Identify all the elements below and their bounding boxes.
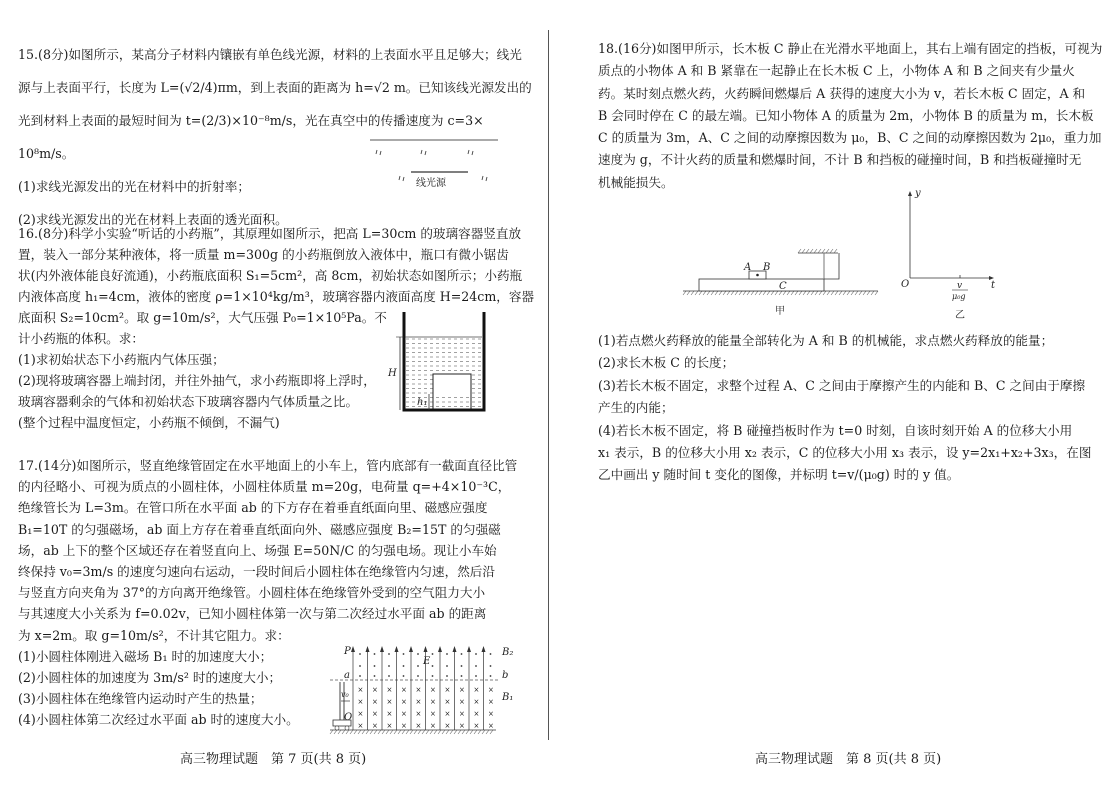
field-arrow-icon: [453, 646, 457, 652]
field-out-dot: [359, 675, 361, 677]
hatch-mark: [814, 249, 817, 253]
hatch-mark: [366, 730, 369, 734]
text-line: 场，ab 上下的整个区域还存在着竖直向上、场强 E=50N/C 的匀强电场。现让小车始: [18, 542, 497, 558]
hatch-mark: [771, 291, 774, 295]
field-in-cross: ×: [357, 722, 364, 730]
field-in-cross: ×: [488, 686, 494, 694]
text-line: (2)求长木板 C 的长度；: [598, 355, 735, 371]
C-label: C: [779, 281, 787, 292]
field-in-cross: ×: [386, 710, 393, 718]
field-out-dot: [461, 665, 463, 667]
hatch-mark: [442, 730, 445, 734]
hatch-mark: [731, 291, 734, 295]
jia-caption: 甲: [775, 306, 785, 317]
hatch-mark: [418, 730, 421, 734]
field-arrow-icon: [482, 646, 486, 652]
text-line: 机械能损失。: [598, 174, 674, 190]
hatch-mark: [859, 291, 862, 295]
hatch-mark: [871, 291, 874, 295]
hatch-mark: [474, 730, 477, 734]
a-label: a: [344, 670, 350, 681]
hatch-mark: [798, 249, 801, 253]
hatch-mark: [450, 730, 453, 734]
hatch-mark: [755, 291, 758, 295]
hatch-mark: [799, 291, 802, 295]
field-out-dot: [490, 653, 492, 655]
field-out-dot: [388, 675, 390, 677]
hatch-mark: [835, 291, 838, 295]
field-out-dot: [359, 653, 361, 655]
field-out-dot: [490, 665, 492, 667]
B1-label: B₁: [502, 692, 514, 703]
text-line: 玻璃容器剩余的气体和初始状态下玻璃容器内气体质量之比。: [18, 394, 359, 409]
hatch-mark: [370, 730, 373, 734]
hatch-mark: [470, 730, 473, 734]
field-out-dot: [403, 653, 405, 655]
field-out-dot: [374, 653, 376, 655]
hatch-mark: [687, 291, 690, 295]
hatch-mark: [683, 291, 686, 295]
field-arrow-icon: [467, 646, 471, 652]
hatch-mark: [747, 291, 750, 295]
hatch-mark: [330, 730, 333, 734]
O-label: O: [344, 712, 353, 723]
field-in-cross: ×: [415, 698, 422, 706]
text-line: 18.(16分)如图甲所示，长木板 C 静止在光滑水平地面上，其右上端有固定的挡板，可视为: [598, 41, 1103, 56]
field-in-cross: ×: [415, 710, 422, 718]
hatch-mark: [735, 291, 738, 295]
b-label: b: [502, 670, 509, 681]
hatch-mark: [426, 730, 429, 734]
field-in-cross: ×: [473, 722, 480, 730]
hatch-mark: [466, 730, 469, 734]
field-in-cross: ×: [459, 722, 465, 730]
text-line: (4)若长木板不固定，将 B 碰撞挡板时作为 t=0 时刻，自该时刻开始 A 的位移大小用: [598, 422, 1073, 438]
hatch-mark: [791, 291, 794, 295]
hatch-mark: [486, 730, 489, 734]
field-in-cross: ×: [401, 698, 407, 706]
field-out-dot: [432, 653, 434, 655]
text-line: C 的质量为 3m，A、C 之间的动摩擦因数为 μ₀，B、C 之间的动摩擦因数为 2μ₀，重力加: [598, 130, 1102, 146]
text-line: (1)若点燃火药释放的能量全部转化为 A 和 B 的机械能，求点燃火药释放的能量；: [598, 333, 1054, 348]
P-label: P: [344, 646, 351, 657]
text-line: 光到材料上表面的最短时间为 t=(2/3)×10⁻⁸m/s，光在真空中的传播速度为 c=3×: [18, 113, 484, 128]
text-line: 16.(8分)科学小实验“听话的小药瓶”，其原理如图所示，把高 L=30cm 的玻璃容器竖直放: [18, 226, 522, 241]
figure-container-bottle: [388, 310, 503, 415]
yi-caption: 乙: [955, 310, 965, 321]
hatch-mark: [695, 291, 698, 295]
hatch-mark: [691, 291, 694, 295]
y-axis-label: y: [915, 188, 921, 199]
hatch-mark: [775, 291, 778, 295]
hatch-mark: [818, 249, 821, 253]
field-in-cross: ×: [430, 710, 436, 718]
hatch-mark: [739, 291, 742, 295]
field-arrow-icon: [395, 646, 399, 652]
hatch-mark: [839, 291, 842, 295]
field-arrow-icon: [380, 646, 384, 652]
field-in-cross: ×: [386, 686, 393, 694]
hatch-mark: [350, 730, 353, 734]
text-line: (1)求线光源发出的光在材料中的折射率；: [18, 179, 250, 194]
hatch-mark: [847, 291, 850, 295]
field-in-cross: ×: [415, 686, 422, 694]
text-line: 终保持 v₀=3m/s 的速度匀速向右运动，一段时间后小圆柱体在绝缘管内匀速，然后沿: [18, 564, 495, 580]
hatch-mark: [354, 730, 357, 734]
H-label: H: [388, 368, 397, 379]
hatch-mark: [430, 730, 433, 734]
A-label: A: [744, 262, 752, 273]
field-out-dot: [374, 665, 376, 667]
text-line: (4)小圆柱体第二次经过水平面 ab 时的速度大小。: [18, 712, 299, 728]
hatch-mark: [358, 730, 361, 734]
field-in-cross: ×: [430, 722, 436, 730]
field-arrow-icon: [366, 646, 370, 652]
field-in-cross: ×: [444, 686, 451, 694]
question-18: [598, 38, 1102, 194]
page-divider: [548, 30, 549, 740]
field-in-cross: ×: [401, 710, 407, 718]
text-line: (3)小圆柱体在绝缘管内运动时产生的热量；: [18, 691, 263, 707]
field-in-cross: ×: [372, 722, 378, 730]
field-in-cross: ×: [459, 710, 465, 718]
hatch-mark: [410, 730, 413, 734]
origin-label: O: [901, 279, 910, 290]
hatch-mark: [478, 730, 481, 734]
t-axis-label: t: [991, 280, 996, 291]
hatch-mark: [834, 249, 837, 253]
field-out-dot: [446, 653, 448, 655]
h1-label: h₁: [417, 397, 428, 408]
field-out-dot: [388, 653, 390, 655]
field-arrow-icon: [409, 646, 413, 652]
field-out-dot: [432, 675, 434, 677]
hatch-mark: [402, 730, 405, 734]
hatch-mark: [406, 730, 409, 734]
text-line: 17.(14分)如图所示，竖直绝缘管固定在水平地面上的小车上，管内底部有一截面直径比管: [18, 458, 518, 473]
hatch-mark: [727, 291, 730, 295]
text-line: (2)小圆柱体的加速度为 3m/s² 时的速度大小；: [18, 670, 282, 686]
text-line: 10⁸m/s。: [18, 146, 75, 161]
hatch-mark: [458, 730, 461, 734]
field-out-dot: [417, 653, 419, 655]
text-line: (1)小圆柱体刚进入磁场 B₁ 时的加速度大小；: [18, 648, 273, 664]
hatch-mark: [342, 730, 345, 734]
field-out-dot: [475, 653, 477, 655]
text-line: 绝缘管长为 L=3m。在管口所在水平面 ab 的下方存在着垂直纸面向里、磁感应强度: [18, 500, 488, 516]
text-line: 质点的小物体 A 和 B 紧靠在一起静止在长木板 C 上，小物体 A 和 B 之间夹有少量火: [598, 63, 1075, 79]
hatch-mark: [490, 730, 493, 734]
text-line: (3)若长木板不固定，求整个过程 A、C 之间由于摩擦产生的内能和 B、C 之间由于摩擦: [598, 377, 1086, 393]
field-out-dot: [359, 665, 361, 667]
field-in-cross: ×: [430, 686, 436, 694]
field-arrow-icon: [424, 646, 428, 652]
field-in-cross: ×: [473, 686, 480, 694]
hatch-mark: [823, 291, 826, 295]
field-out-dot: [403, 665, 405, 667]
hatch-mark: [414, 730, 417, 734]
field-in-cross: ×: [415, 722, 422, 730]
hatch-mark: [338, 730, 341, 734]
hatch-mark: [482, 730, 485, 734]
field-in-cross: ×: [386, 722, 393, 730]
field-in-cross: ×: [372, 710, 378, 718]
hatch-mark: [806, 249, 809, 253]
field-in-cross: ×: [444, 722, 451, 730]
text-line: 底面积 S₂=10cm²。取 g=10m/s²，大气压强 P₀=1×10⁵Pa。不: [18, 310, 387, 325]
text-line: (整个过程中温度恒定，小药瓶不倾倒，不漏气): [18, 415, 280, 430]
hatch-mark: [827, 291, 830, 295]
hatch-mark: [822, 249, 825, 253]
hatch-mark: [454, 730, 457, 734]
question-18-subquestions: [598, 330, 1091, 487]
field-out-dot: [388, 665, 390, 667]
hatch-mark: [831, 291, 834, 295]
hatch-mark: [751, 291, 754, 295]
text-line: 15.(8分)如图所示，某高分子材料内镶嵌有单色线光源，材料的上表面水平且足够大；线光: [18, 47, 522, 62]
hatch-mark: [719, 291, 722, 295]
text-line: (1)求初始状态下小药瓶内气体压强；: [18, 352, 225, 367]
hatch-mark: [390, 730, 393, 734]
field-out-dot: [475, 665, 477, 667]
field-in-cross: ×: [357, 710, 364, 718]
hatch-mark: [855, 291, 858, 295]
text-line: 乙中画出 y 随时间 t 变化的图像，并标明 t=v/(μ₀g) 时的 y 值。: [598, 467, 960, 483]
hatch-mark: [715, 291, 718, 295]
field-out-dot: [417, 665, 419, 667]
hatch-mark: [759, 291, 762, 295]
hatch-mark: [810, 249, 813, 253]
field-in-cross: ×: [372, 698, 378, 706]
hatch-mark: [703, 291, 706, 295]
B-label: B: [763, 262, 771, 273]
hatch-mark: [815, 291, 818, 295]
hatch-mark: [362, 730, 365, 734]
figure-line-source: [368, 135, 503, 195]
field-out-dot: [446, 665, 448, 667]
field-out-dot: [432, 665, 434, 667]
tick-numerator: v: [957, 281, 963, 291]
field-in-cross: ×: [401, 722, 407, 730]
page-footer-right: 高三物理试题 第 8 页(共 8 页): [755, 752, 942, 767]
B2-label: B₂: [502, 647, 514, 658]
field-in-cross: ×: [386, 698, 393, 706]
hatch-mark: [446, 730, 449, 734]
hatch-mark: [374, 730, 377, 734]
field-in-cross: ×: [459, 686, 465, 694]
hatch-mark: [863, 291, 866, 295]
text-line: 产生的内能；: [598, 400, 674, 416]
hatch-mark: [438, 730, 441, 734]
hatch-mark: [462, 730, 465, 734]
tick-denominator: μ₀g: [952, 292, 966, 301]
field-out-dot: [374, 675, 376, 677]
field-in-cross: ×: [488, 698, 494, 706]
hatch-mark: [843, 291, 846, 295]
hatch-mark: [767, 291, 770, 295]
hatch-mark: [422, 730, 425, 734]
text-line: (2)求线光源发出的光在材料上表面的透光面积。: [18, 212, 288, 227]
field-in-cross: ×: [401, 686, 407, 694]
hatch-mark: [803, 291, 806, 295]
field-out-dot: [461, 653, 463, 655]
field-in-cross: ×: [444, 710, 451, 718]
hatch-mark: [398, 730, 401, 734]
field-in-cross: ×: [459, 698, 465, 706]
field-in-cross: ×: [357, 686, 364, 694]
hatch-mark: [334, 730, 337, 734]
hatch-mark: [826, 249, 829, 253]
field-arrow-icon: [351, 646, 355, 652]
field-out-dot: [446, 675, 448, 677]
field-out-dot: [403, 675, 405, 677]
hatch-mark: [711, 291, 714, 295]
text-line: 源与上表面平行，长度为 L=(√2/4)πm，到上表面的距离为 h=√2 m。已知该线光源发出的: [18, 80, 532, 95]
text-line: B₁=10T 的匀强磁场，ab 面上方存在着垂直纸面向外、磁感应强度 B₂=15T 的匀强磁: [18, 521, 501, 537]
field-in-cross: ×: [430, 698, 436, 706]
field-in-cross: ×: [444, 698, 451, 706]
hatch-mark: [699, 291, 702, 295]
hatch-mark: [723, 291, 726, 295]
E-label: E: [423, 656, 431, 667]
text-line: 计小药瓶的体积。求：: [18, 331, 144, 346]
hatch-mark: [394, 730, 397, 734]
text-line: 为 x=2m。取 g=10m/s²，不计其它阻力。求：: [18, 627, 290, 643]
hatch-mark: [434, 730, 437, 734]
v0-label: v₀: [341, 690, 349, 699]
hatch-mark: [802, 249, 805, 253]
figure-field-region: [330, 640, 520, 740]
hatch-mark: [807, 291, 810, 295]
text-line: x₁ 表示，B 的位移大小用 x₂ 表示，C 的位移大小用 x₃ 表示，设 y=2x₁+x₂+3x₃，在图: [598, 445, 1092, 461]
field-in-cross: ×: [473, 710, 480, 718]
figure-jia-board: [683, 248, 883, 320]
text-line: 状(内外液体能良好流通)，小药瓶底面积 S₁=5cm²，高 8cm，初始状态如图所示；小药瓶: [18, 268, 523, 283]
hatch-mark: [386, 730, 389, 734]
hatch-mark: [819, 291, 822, 295]
hatch-mark: [830, 249, 833, 253]
field-in-cross: ×: [488, 710, 494, 718]
field-out-dot: [490, 675, 492, 677]
hatch-mark: [875, 291, 878, 295]
text-line: 与竖直方向夹角为 37°的方向离开绝缘管。小圆柱体在绝缘管外受到的空气阻力大小: [18, 585, 486, 601]
field-in-cross: ×: [357, 698, 364, 706]
text-line: B 会同时停在 C 的最左端。已知小物体 A 的质量为 2m，小物体 B 的质量为 m，长木板: [598, 107, 1094, 123]
hatch-mark: [787, 291, 790, 295]
hatch-mark: [378, 730, 381, 734]
field-out-dot: [475, 675, 477, 677]
field-arrow-icon: [438, 646, 442, 652]
hatch-mark: [763, 291, 766, 295]
field-out-dot: [417, 675, 419, 677]
field-out-dot: [461, 675, 463, 677]
text-line: 内液体高度 h₁=4cm，液体的密度 ρ=1×10⁴kg/m³，玻璃容器内液面高度 H=24cm，容器: [18, 289, 535, 304]
hatch-mark: [795, 291, 798, 295]
hatch-mark: [346, 730, 349, 734]
hatch-mark: [743, 291, 746, 295]
text-line: 的内径略小、可视为质点的小圆柱体，小圆柱体质量 m=20g，电荷量 q=+4×10⁻³C，: [18, 479, 511, 495]
field-in-cross: ×: [473, 698, 480, 706]
text-line: (2)现将玻璃容器上端封闭，并往外抽气，求小药瓶即将上浮时，: [18, 373, 376, 388]
text-line: 置，装入一部分某种液体，将一质量 m=300g 的小药瓶倒放入液体中，瓶口有微小锯齿: [18, 247, 509, 262]
text-line: 与其速度大小关系为 f=0.02v，已知小圆柱体第一次与第二次经过水平面 ab 的距离: [18, 606, 487, 622]
line-source-label: 线光源: [416, 178, 446, 189]
text-line: 药。某时刻点燃火药，火药瞬间燃爆后 A 获得的速度大小为 v，若长木板 C 固定，A 和: [598, 85, 1086, 101]
hatch-mark: [867, 291, 870, 295]
page-footer-left: 高三物理试题 第 7 页(共 8 页): [180, 752, 367, 767]
hatch-mark: [707, 291, 710, 295]
hatch-mark: [382, 730, 385, 734]
field-in-cross: ×: [488, 722, 494, 730]
figure-yi-graph: [900, 188, 1010, 323]
text-line: 速度为 g，不计火药的质量和燃爆时间，不计 B 和挡板的碰撞时间，B 和挡板碰撞时无: [598, 152, 1082, 168]
hatch-mark: [851, 291, 854, 295]
field-in-cross: ×: [372, 686, 378, 694]
hatch-mark: [811, 291, 814, 295]
